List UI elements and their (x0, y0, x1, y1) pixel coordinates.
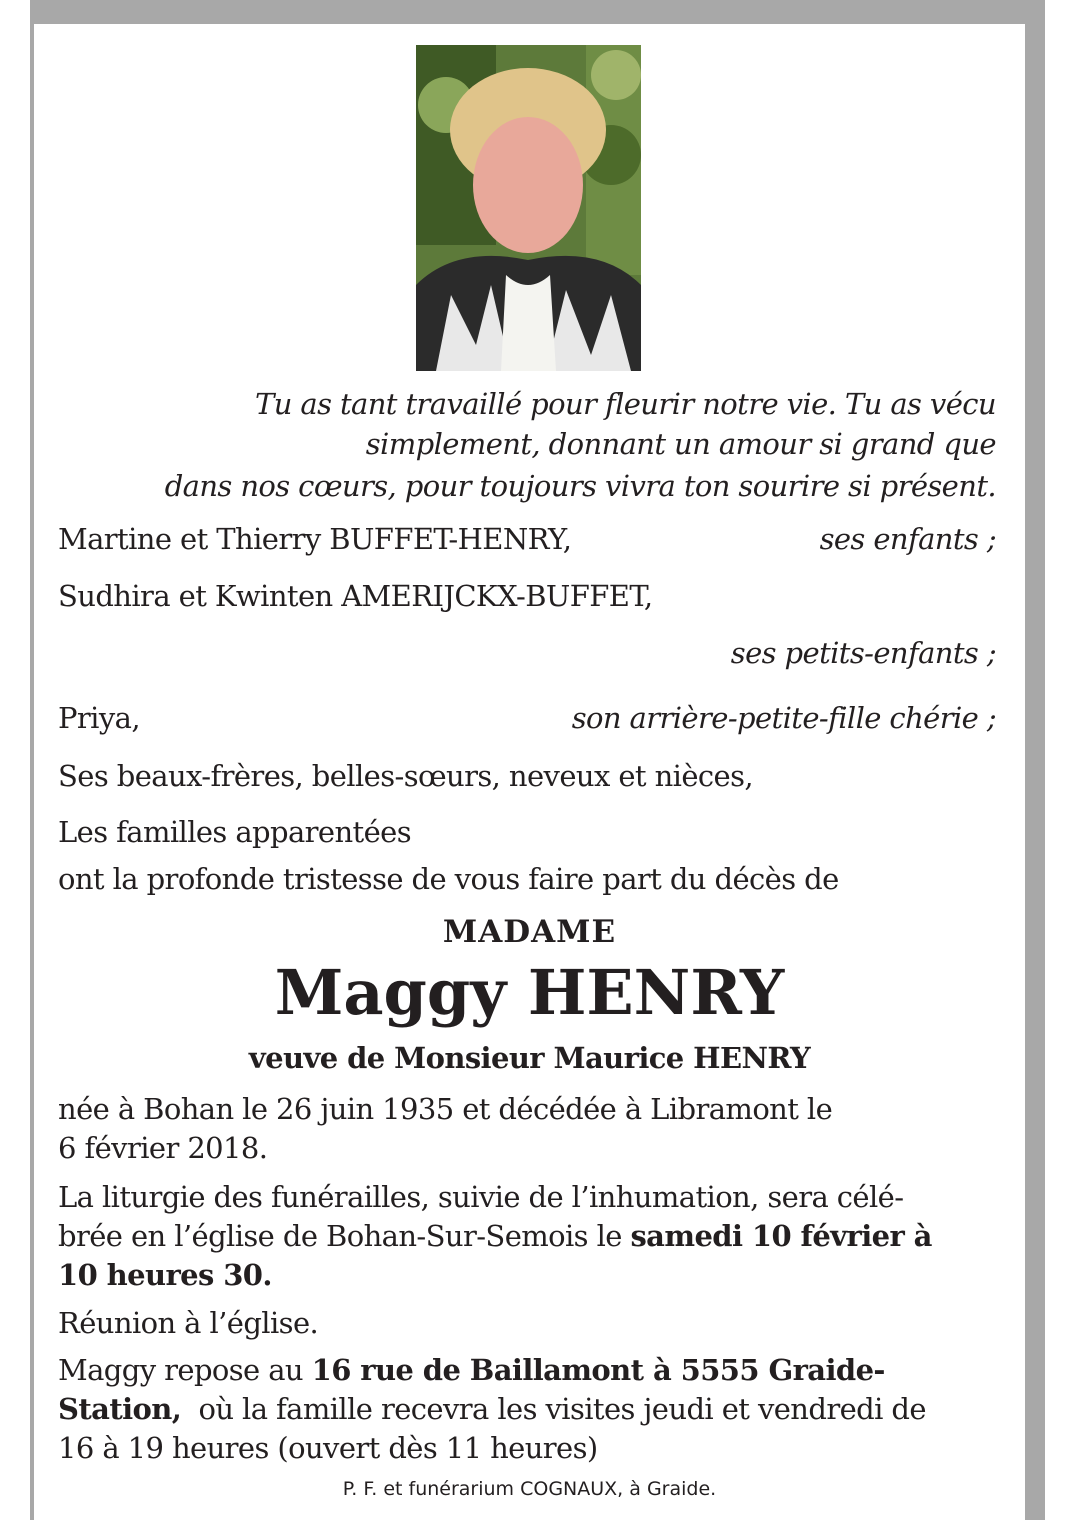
liturgy-time: 10 heures 30. (58, 1258, 272, 1292)
rests-address: 16 rue de Baillamont à 5555 Graide- (311, 1353, 885, 1387)
honorific: MADAME (442, 914, 617, 950)
portrait-photo (416, 45, 641, 371)
rests-line-1-text: Maggy repose au (58, 1353, 312, 1387)
birth-line-1: née à Bohan le 26 juin 1935 et décédée à Libramont le (58, 1092, 833, 1126)
widow-of-line: veuve de Monsieur Maurice HENRY (248, 1041, 811, 1075)
deceased-name: Maggy HENRY (274, 956, 785, 1029)
great-granddaughter-name: Priya, (58, 701, 140, 735)
great-granddaughter-role: son arrière-petite-fille chérie ; (571, 701, 996, 735)
families-line: Les familles apparentées (58, 815, 411, 849)
children-role: ses enfants ; (819, 522, 996, 556)
liturgy-line-2-text: brée en l’église de Bohan-Sur-Semois le (58, 1219, 631, 1253)
announcement-line: ont la profonde tristesse de vous faire part du décès de (58, 862, 839, 896)
children-row (58, 519, 996, 559)
rests-line-2 (58, 1389, 996, 1429)
birth-line-2: 6 février 2018. (58, 1131, 268, 1165)
in-laws-line: Ses beaux-frères, belles-sœurs, neveux et nièces, (58, 759, 753, 793)
liturgy-line-1: La liturgie des funérailles, suivie de l’inhumation, sera célé- (58, 1180, 904, 1214)
rests-line-2-text: où la famille recevra les visites jeudi et vendredi de (181, 1392, 926, 1426)
poem-line-1: Tu as tant travaillé pour fleurir notre vie. Tu as vécu (254, 387, 996, 421)
poem-line-3: dans nos cœurs, pour toujours vivra ton sourire si présent. (164, 469, 996, 503)
children-names: Martine et Thierry BUFFET-HENRY, (58, 522, 572, 556)
grandchildren-names: Sudhira et Kwinten AMERIJCKX-BUFFET, (58, 579, 653, 613)
rests-line-3: 16 à 19 heures (ouvert dès 11 heures) (58, 1431, 598, 1465)
great-granddaughter-row (58, 698, 996, 738)
rests-address-end: Station, (58, 1392, 182, 1426)
liturgy-line-2 (58, 1216, 996, 1256)
grandchildren-role: ses petits-enfants ; (730, 636, 996, 670)
rests-line-1 (58, 1350, 996, 1390)
liturgy-date: samedi 10 février à (630, 1219, 932, 1253)
reunion-line: Réunion à l’église. (58, 1306, 319, 1340)
poem-line-2: simplement, donnant un amour si grand que (365, 427, 996, 461)
funeral-home-footer: P. F. et funérarium COGNAUX, à Graide. (342, 1478, 717, 1500)
